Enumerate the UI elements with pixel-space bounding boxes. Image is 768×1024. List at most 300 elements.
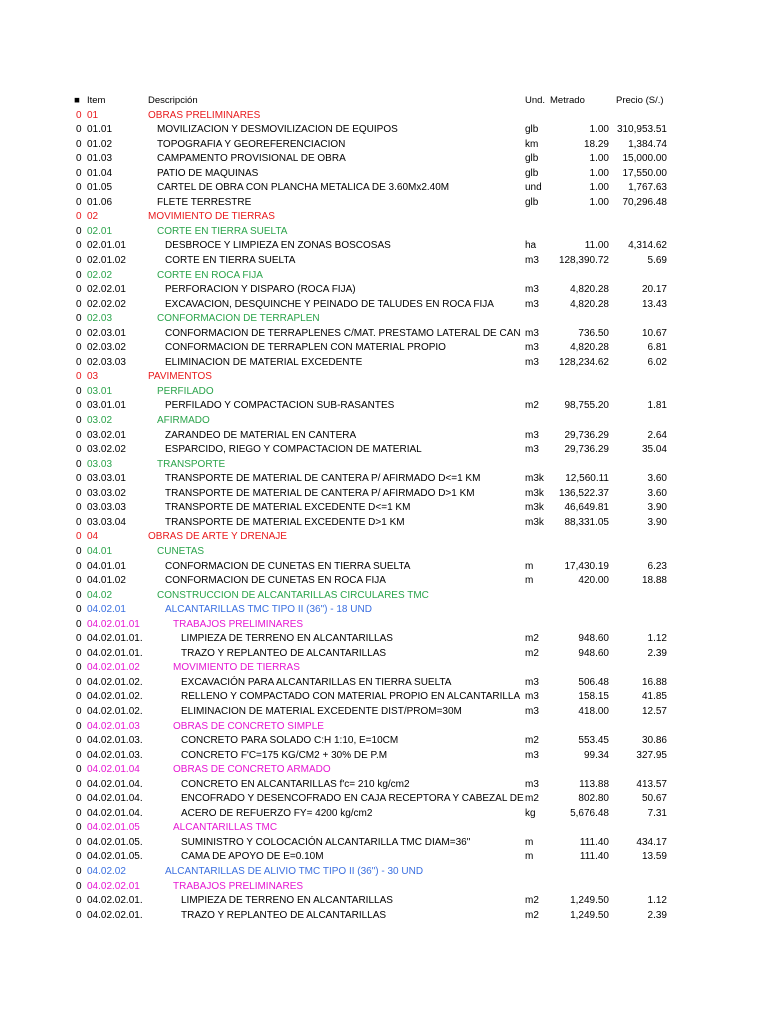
cell-und: m [525, 836, 534, 848]
cell-metrado: 553.45 [578, 735, 609, 747]
cell-zero: 0 [76, 196, 82, 208]
cell-und: m3k [525, 516, 544, 528]
cell-zero: 0 [76, 284, 82, 296]
cell-desc: CAMPAMENTO PROVISIONAL DE OBRA [157, 153, 346, 165]
cell-zero: 0 [76, 444, 82, 456]
cell-metrado: 506.48 [578, 676, 609, 688]
cell-und: km [525, 138, 539, 150]
cell-item: 01.05 [87, 182, 113, 194]
cell-item: 02.03.02 [87, 342, 126, 354]
cell-und: m3 [525, 327, 539, 339]
cell-zero: 0 [76, 836, 82, 848]
table-row [0, 225, 768, 240]
cell-zero: 0 [76, 735, 82, 747]
header-und: Und. [525, 95, 546, 106]
cell-precio: 1.12 [647, 895, 667, 907]
cell-item: 04.02.01.05. [87, 836, 143, 848]
cell-precio: 35.04 [641, 444, 667, 456]
table-row [0, 370, 768, 385]
cell-precio: 20.17 [641, 284, 667, 296]
cell-zero: 0 [76, 400, 82, 412]
cell-desc: ELIMINACION DE MATERIAL EXCEDENTE [165, 356, 363, 368]
table-row [0, 356, 768, 371]
table-row [0, 909, 768, 924]
cell-zero: 0 [76, 662, 82, 674]
cell-desc: ESPARCIDO, RIEGO Y COMPACTACION DE MATERIAL [165, 444, 422, 456]
table-row [0, 458, 768, 473]
table-row [0, 399, 768, 414]
cell-zero: 0 [76, 356, 82, 368]
cell-precio: 2.39 [647, 909, 667, 921]
cell-und: glb [525, 153, 539, 165]
header-marker: ■ [74, 95, 80, 106]
cell-metrado: 18.29 [583, 138, 609, 150]
cell-desc: TRANSPORTE DE MATERIAL DE CANTERA P/ AFIRMADO D<=1 KM [165, 473, 481, 485]
cell-metrado: 11.00 [584, 240, 609, 252]
cell-und: m3k [525, 502, 544, 514]
cell-und: m2 [525, 909, 539, 921]
cell-item: 04.02.02.01. [87, 895, 143, 907]
table-row [0, 734, 768, 749]
cell-zero: 0 [76, 415, 82, 427]
cell-und: m3 [525, 705, 539, 717]
cell-desc: TRANSPORTE DE MATERIAL DE CANTERA P/ AFIRMADO D>1 KM [165, 487, 475, 499]
cell-item: 02.02.01 [87, 284, 126, 296]
cell-desc: EXCAVACION, DESQUINCHE Y PEINADO DE TALUDES EN ROCA FIJA [165, 298, 494, 310]
table-row [0, 283, 768, 298]
table-row [0, 705, 768, 720]
cell-item: 02.01.01 [87, 240, 126, 252]
cell-und: kg [525, 807, 536, 819]
table-row [0, 327, 768, 342]
cell-und: glb [525, 196, 539, 208]
cell-desc: CONSTRUCCION DE ALCANTARILLAS CIRCULARES TMC [157, 589, 429, 601]
cell-item: 02.01 [87, 225, 113, 237]
cell-desc: CONFORMACION DE CUNETAS EN ROCA FIJA [165, 575, 386, 587]
cell-zero: 0 [76, 342, 82, 354]
cell-item: 04.02.01.01. [87, 633, 143, 645]
cell-item: 04.02.02.01 [87, 880, 140, 892]
cell-item: 04.02.01.02. [87, 676, 143, 688]
cell-und: m3 [525, 298, 539, 310]
cell-zero: 0 [76, 749, 82, 761]
table-row [0, 167, 768, 182]
cell-metrado: 1,249.50 [570, 895, 609, 907]
cell-metrado: 1.00 [589, 153, 609, 165]
cell-precio: 13.59 [641, 851, 667, 863]
cell-item: 03.02.02 [87, 444, 126, 456]
cell-metrado: 99.34 [583, 749, 609, 761]
cell-precio: 3.60 [647, 487, 667, 499]
table-row [0, 443, 768, 458]
cell-metrado: 1.00 [589, 124, 609, 136]
cell-desc: ZARANDEO DE MATERIAL EN CANTERA [165, 429, 357, 441]
header-item: Item [87, 95, 106, 106]
cell-desc: OBRAS DE ARTE Y DRENAJE [148, 531, 287, 543]
cell-desc: CONFORMACION DE TERRAPLENES C/MAT. PRESTAMO LATERAL DE CAN [165, 327, 521, 339]
cell-und: m2 [525, 895, 539, 907]
cell-precio: 17,550.00 [622, 167, 667, 179]
cell-und: m3 [525, 429, 539, 441]
cell-zero: 0 [76, 589, 82, 601]
cell-desc: PERFORACION Y DISPARO (ROCA FIJA) [165, 284, 356, 296]
cell-und: und [525, 182, 542, 194]
cell-metrado: 948.60 [578, 647, 609, 659]
cell-precio: 4,314.62 [628, 240, 667, 252]
cell-metrado: 4,820.28 [570, 298, 609, 310]
table-row [0, 152, 768, 167]
cell-und: glb [525, 167, 539, 179]
cell-desc: EXCAVACIÓN PARA ALCANTARILLAS EN TIERRA SUELTA [181, 676, 452, 688]
table-row [0, 632, 768, 647]
cell-item: 04.02.01.05 [87, 822, 140, 834]
cell-zero: 0 [76, 560, 82, 572]
cell-desc: ALCANTARILLAS DE ALIVIO TMC TIPO II (36") - 30 UND [165, 865, 424, 877]
cell-item: 03.01 [87, 385, 113, 397]
cell-precio: 3.90 [647, 516, 667, 528]
cell-metrado: 4,820.28 [570, 342, 609, 354]
cell-precio: 6.23 [647, 560, 667, 572]
cell-und: m3 [525, 691, 539, 703]
table-row [0, 109, 768, 124]
cell-item: 04.01.01 [87, 560, 126, 572]
cell-precio: 1,767.63 [628, 182, 667, 194]
cell-item: 04.02 [87, 589, 113, 601]
table-row [0, 574, 768, 589]
cell-precio: 30.86 [641, 735, 667, 747]
cell-item: 03.03.01 [87, 473, 126, 485]
cell-item: 04.02.01.03. [87, 735, 143, 747]
cell-metrado: 1.00 [589, 196, 609, 208]
cell-item: 01.02 [87, 138, 113, 150]
cell-desc: ALCANTARILLAS TMC TIPO II (36") - 18 UND [165, 604, 372, 616]
cell-precio: 10.67 [641, 327, 667, 339]
cell-item: 03 [87, 371, 99, 383]
cell-desc: TRAZO Y REPLANTEO DE ALCANTARILLAS [181, 909, 387, 921]
cell-desc: OBRAS PRELIMINARES [148, 109, 261, 121]
cell-item: 03.03.03 [87, 502, 126, 514]
cell-und: m3k [525, 487, 544, 499]
cell-precio: 6.81 [647, 342, 667, 354]
cell-und: m3 [525, 778, 539, 790]
cell-zero: 0 [76, 429, 82, 441]
cell-item: 01.06 [87, 196, 113, 208]
cell-item: 04.02.01.05. [87, 851, 143, 863]
cell-und: ha [525, 240, 537, 252]
cell-precio: 1,384.74 [628, 138, 667, 150]
cell-zero: 0 [76, 487, 82, 499]
cell-desc: CORTE EN ROCA FIJA [157, 269, 263, 281]
cell-precio: 2.64 [647, 429, 667, 441]
cell-zero: 0 [76, 211, 82, 223]
cell-zero: 0 [76, 705, 82, 717]
header-descripcion: Descripción [148, 95, 198, 106]
cell-desc: CARTEL DE OBRA CON PLANCHA METALICA DE 3.60Mx2.40M [157, 182, 450, 194]
cell-item: 04.02.02 [87, 865, 126, 877]
cell-zero: 0 [76, 604, 82, 616]
cell-zero: 0 [76, 764, 82, 776]
cell-und: m2 [525, 400, 539, 412]
table-row [0, 894, 768, 909]
cell-desc: TRABAJOS PRELIMINARES [173, 618, 304, 630]
cell-zero: 0 [76, 793, 82, 805]
cell-desc: CONFORMACION DE TERRAPLEN CON MATERIAL PROPIO [165, 342, 446, 354]
cell-precio: 41.85 [641, 691, 667, 703]
cell-und: m2 [525, 633, 539, 645]
cell-und: glb [525, 124, 539, 136]
cell-metrado: 113.88 [579, 778, 609, 790]
cell-desc: FLETE TERRESTRE [157, 196, 252, 208]
cell-item: 01 [87, 109, 99, 121]
table-row [0, 778, 768, 793]
cell-und: m3 [525, 749, 539, 761]
cell-zero: 0 [76, 167, 82, 179]
cell-precio: 13.43 [641, 298, 667, 310]
cell-desc: OBRAS DE CONCRETO ARMADO [173, 764, 331, 776]
cell-precio: 18.88 [641, 575, 667, 587]
cell-und: m3 [525, 676, 539, 688]
cell-desc: TRAZO Y REPLANTEO DE ALCANTARILLAS [181, 647, 387, 659]
cell-item: 04.02.01.02 [87, 662, 140, 674]
cell-metrado: 29,736.29 [564, 444, 609, 456]
cell-zero: 0 [76, 851, 82, 863]
cell-precio: 70,296.48 [622, 196, 667, 208]
table-row [0, 661, 768, 676]
cell-precio: 3.60 [647, 473, 667, 485]
cell-metrado: 12,560.11 [565, 473, 609, 485]
cell-desc: CONCRETO F'C=175 KG/CM2 + 30% DE P.M [181, 749, 388, 761]
cell-zero: 0 [76, 313, 82, 325]
cell-zero: 0 [76, 109, 82, 121]
cell-zero: 0 [76, 502, 82, 514]
cell-und: m3 [525, 444, 539, 456]
table-row [0, 429, 768, 444]
cell-item: 04.01 [87, 545, 113, 557]
table-row [0, 269, 768, 284]
cell-und: m3k [525, 473, 544, 485]
cell-metrado: 802.80 [578, 793, 609, 805]
cell-item: 03.03.04 [87, 516, 126, 528]
cell-desc: MOVILIZACION Y DESMOVILIZACION DE EQUIPOS [157, 124, 398, 136]
cell-item: 04.02.01.02. [87, 691, 143, 703]
table-row [0, 807, 768, 822]
cell-metrado: 420.00 [578, 575, 609, 587]
cell-precio: 12.57 [641, 705, 667, 717]
cell-zero: 0 [76, 153, 82, 165]
cell-zero: 0 [76, 298, 82, 310]
cell-desc: CONFORMACION DE TERRAPLEN [157, 313, 320, 325]
table-row [0, 836, 768, 851]
cell-desc: ACERO DE REFUERZO FY= 4200 kg/cm2 [181, 807, 373, 819]
table-row [0, 385, 768, 400]
cell-desc: PATIO DE MAQUINAS [157, 167, 259, 179]
table-row [0, 749, 768, 764]
cell-item: 03.03 [87, 458, 113, 470]
header-metrado: Metrado [550, 95, 585, 106]
cell-und: m2 [525, 735, 539, 747]
cell-desc: ELIMINACION DE MATERIAL EXCEDENTE DIST/PROM=30M [181, 705, 462, 717]
cell-precio: 7.31 [647, 807, 667, 819]
table-row [0, 603, 768, 618]
table-row [0, 560, 768, 575]
cell-zero: 0 [76, 880, 82, 892]
cell-metrado: 948.60 [578, 633, 609, 645]
cell-item: 04.02.01.04. [87, 778, 143, 790]
cell-desc: LIMPIEZA DE TERRENO EN ALCANTARILLAS [181, 633, 393, 645]
table-row [0, 210, 768, 225]
cell-desc: DESBROCE Y LIMPIEZA EN ZONAS BOSCOSAS [165, 240, 391, 252]
table-row [0, 254, 768, 269]
cell-precio: 327.95 [636, 749, 667, 761]
cell-desc: LIMPIEZA DE TERRENO EN ALCANTARILLAS [181, 895, 393, 907]
cell-zero: 0 [76, 458, 82, 470]
cell-und: m3 [525, 342, 539, 354]
cell-zero: 0 [76, 240, 82, 252]
cell-desc: TRABAJOS PRELIMINARES [173, 880, 304, 892]
cell-zero: 0 [76, 676, 82, 688]
cell-precio: 2.39 [647, 647, 667, 659]
cell-zero: 0 [76, 473, 82, 485]
cell-item: 03.01.01 [87, 400, 126, 412]
cell-precio: 1.12 [647, 633, 667, 645]
table-row [0, 196, 768, 211]
cell-zero: 0 [76, 516, 82, 528]
cell-desc: CONCRETO PARA SOLADO C:H 1:10, E=10CM [181, 735, 399, 747]
cell-zero: 0 [76, 822, 82, 834]
cell-metrado: 111.40 [579, 851, 609, 863]
table-row [0, 647, 768, 662]
table-row [0, 690, 768, 705]
cell-desc: PERFILADO [157, 385, 214, 397]
cell-und: m2 [525, 647, 539, 659]
cell-und: m3 [525, 284, 539, 296]
budget-rows [0, 109, 768, 924]
cell-precio: 310,953.51 [616, 124, 667, 136]
cell-precio: 1.81 [647, 400, 667, 412]
cell-zero: 0 [76, 807, 82, 819]
cell-desc: AFIRMADO [157, 415, 210, 427]
cell-zero: 0 [76, 371, 82, 383]
cell-desc: TRANSPORTE [157, 458, 226, 470]
cell-und: m [525, 851, 534, 863]
cell-item: 04.02.02.01. [87, 909, 143, 921]
cell-desc: RELLENO Y COMPACTADO CON MATERIAL PROPIO EN ALCANTARILLA [181, 691, 521, 703]
table-row [0, 865, 768, 880]
table-row [0, 850, 768, 865]
cell-und: m [525, 575, 534, 587]
cell-item: 04.02.01.04. [87, 793, 143, 805]
cell-precio: 434.17 [636, 836, 667, 848]
table-row [0, 589, 768, 604]
table-row [0, 545, 768, 560]
cell-desc: PAVIMENTOS [148, 371, 212, 383]
table-row [0, 181, 768, 196]
cell-item: 02.03.03 [87, 356, 126, 368]
cell-item: 02.03 [87, 313, 113, 325]
cell-metrado: 1.00 [589, 167, 609, 179]
cell-precio: 5.69 [647, 255, 667, 267]
cell-metrado: 88,331.05 [564, 516, 609, 528]
cell-metrado: 17,430.19 [564, 560, 609, 572]
cell-metrado: 128,390.72 [558, 255, 609, 267]
cell-item: 04 [87, 531, 99, 543]
cell-item: 04.02.01.01 [87, 618, 140, 630]
cell-desc: SUMINISTRO Y COLOCACIÓN ALCANTARILLA TMC DIAM=36" [181, 836, 471, 848]
cell-desc: MOVIMIENTO DE TIERRAS [148, 211, 275, 223]
cell-item: 01.04 [87, 167, 113, 179]
cell-desc: MOVIMIENTO DE TIERRAS [173, 662, 300, 674]
cell-metrado: 46,649.81 [564, 502, 609, 514]
cell-desc: OBRAS DE CONCRETO SIMPLE [173, 720, 324, 732]
cell-item: 02.03.01 [87, 327, 126, 339]
cell-und: m [525, 560, 534, 572]
cell-item: 04.02.01.04. [87, 807, 143, 819]
cell-item: 03.03.02 [87, 487, 126, 499]
table-row [0, 763, 768, 778]
cell-item: 03.02.01 [87, 429, 126, 441]
cell-zero: 0 [76, 255, 82, 267]
cell-item: 04.02.01.01. [87, 647, 143, 659]
cell-precio: 413.57 [636, 778, 667, 790]
cell-desc: TRANSPORTE DE MATERIAL EXCEDENTE D>1 KM [165, 516, 405, 528]
cell-zero: 0 [76, 124, 82, 136]
cell-zero: 0 [76, 895, 82, 907]
cell-precio: 6.02 [647, 356, 667, 368]
cell-zero: 0 [76, 225, 82, 237]
table-row [0, 501, 768, 516]
cell-metrado: 736.50 [578, 327, 609, 339]
cell-desc: TOPOGRAFIA Y GEOREFERENCIACION [157, 138, 346, 150]
cell-item: 02.02.02 [87, 298, 126, 310]
table-row [0, 880, 768, 895]
cell-zero: 0 [76, 778, 82, 790]
cell-metrado: 128,234.62 [558, 356, 609, 368]
table-row [0, 516, 768, 531]
cell-item: 04.02.01.02. [87, 705, 143, 717]
cell-zero: 0 [76, 865, 82, 877]
cell-zero: 0 [76, 720, 82, 732]
cell-desc: ALCANTARILLAS TMC [173, 822, 278, 834]
cell-precio: 50.67 [641, 793, 667, 805]
table-row [0, 123, 768, 138]
table-row [0, 312, 768, 327]
cell-desc: PERFILADO Y COMPACTACION SUB-RASANTES [165, 400, 395, 412]
table-row [0, 821, 768, 836]
cell-zero: 0 [76, 531, 82, 543]
table-row [0, 792, 768, 807]
table-row [0, 341, 768, 356]
cell-metrado: 5,676.48 [570, 807, 609, 819]
cell-metrado: 1,249.50 [570, 909, 609, 921]
cell-und: m2 [525, 793, 539, 805]
table-row [0, 138, 768, 153]
cell-metrado: 418.00 [578, 705, 609, 717]
cell-precio: 3.90 [647, 502, 667, 514]
table-row [0, 720, 768, 735]
table-row [0, 239, 768, 254]
cell-metrado: 111.40 [579, 836, 609, 848]
cell-item: 03.02 [87, 415, 113, 427]
header-precio: Precio (S/.) [616, 95, 664, 106]
cell-desc: CORTE EN TIERRA SUELTA [165, 255, 296, 267]
cell-zero: 0 [76, 545, 82, 557]
header-row [0, 94, 768, 109]
cell-desc: CORTE EN TIERRA SUELTA [157, 225, 288, 237]
cell-item: 04.02.01.04 [87, 764, 140, 776]
cell-item: 02 [87, 211, 99, 223]
cell-zero: 0 [76, 327, 82, 339]
cell-zero: 0 [76, 909, 82, 921]
